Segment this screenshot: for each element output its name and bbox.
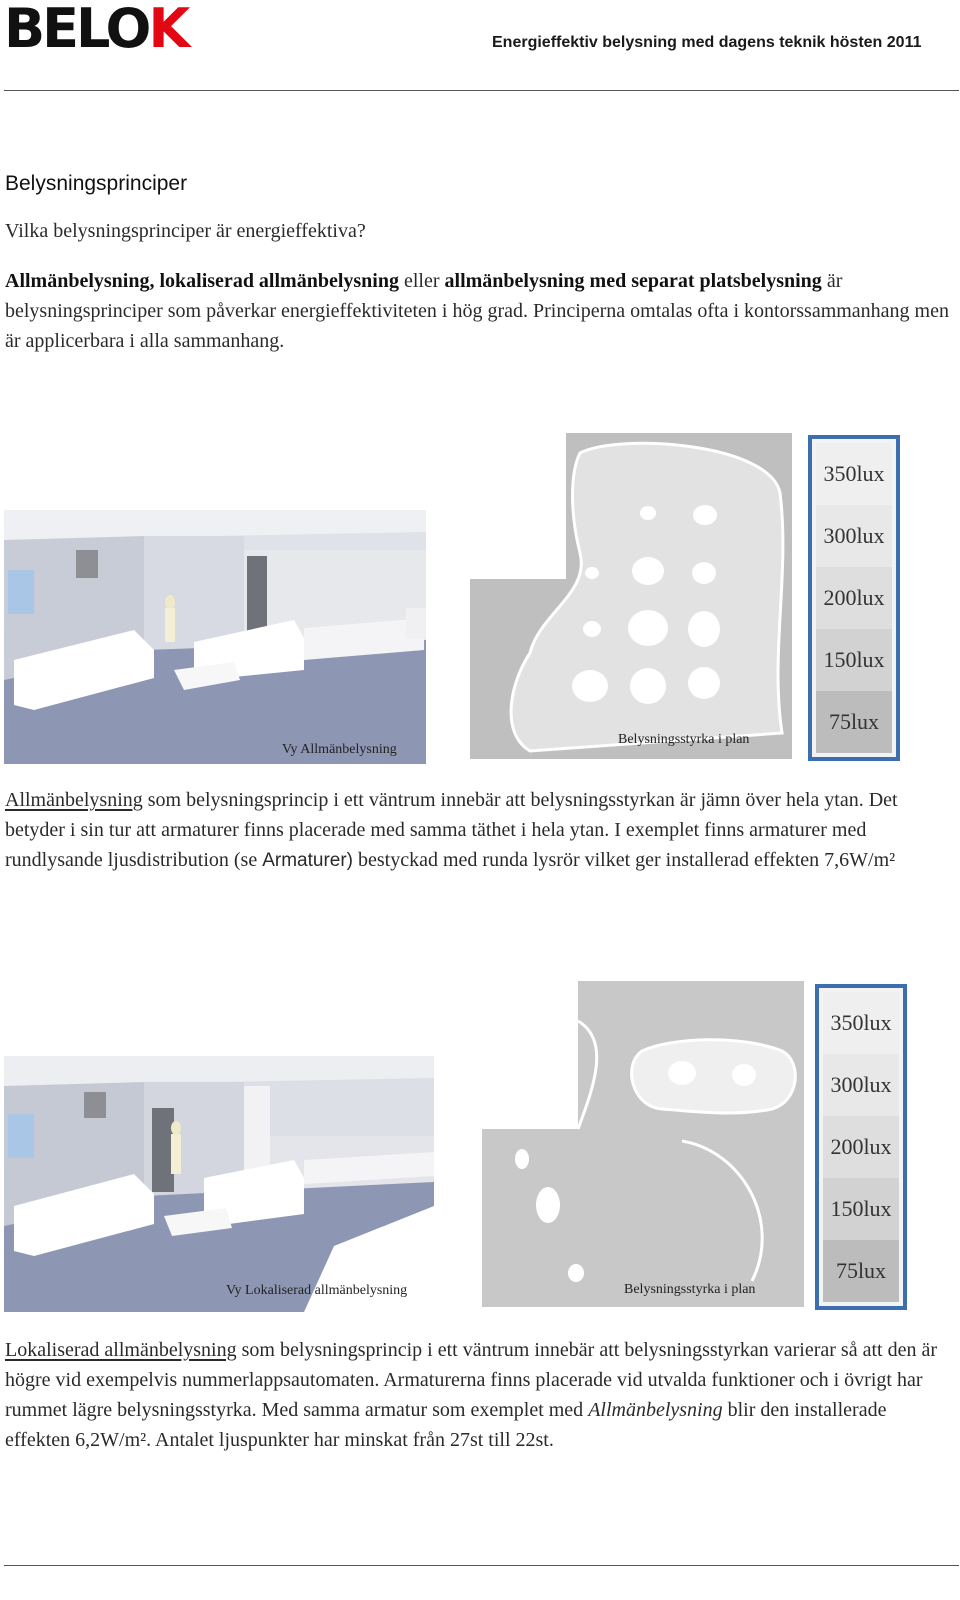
intro-bold-1: Allmänbelysning, lokaliserad allmänbelysning <box>5 270 399 292</box>
plan-caption: Belysningsstyrka i plan <box>618 732 750 747</box>
illuminance-plan-map <box>482 981 804 1307</box>
para3-text-2: blir den installerade effekten 6,2W/m². Antalet ljuspunkter har minskat från 27st till 22st. <box>5 1399 887 1451</box>
legend-level-350: 350lux <box>823 992 899 1054</box>
section-title: Belysningsprinciper <box>5 172 188 195</box>
intro-text-1: eller <box>398 270 445 292</box>
illuminance-legend <box>815 984 907 1310</box>
legend-level-150: 150lux <box>816 629 892 691</box>
illuminance-legend <box>808 435 900 761</box>
document-header-title: Energieffektiv belysning med dagens teknik hösten 2011 <box>492 34 922 51</box>
question-text: Vilka belysningsprinciper är energieffektiva? <box>5 220 366 242</box>
logo-accent: K <box>148 0 188 60</box>
legend-level-150: 150lux <box>823 1178 899 1240</box>
footer-rule <box>4 1565 959 1566</box>
legend-level-75: 75lux <box>823 1240 899 1302</box>
room-render-image <box>4 1056 434 1312</box>
lokaliserad-paragraph <box>5 1335 955 1455</box>
header-rule <box>4 90 959 91</box>
photo-caption: Vy Allmänbelysning <box>282 742 397 757</box>
legend-level-200: 200lux <box>823 1116 899 1178</box>
logo-text: BELO <box>4 0 149 60</box>
room-render-image <box>4 510 426 764</box>
figure-allmanbelysning <box>0 430 960 770</box>
intro-bold-2: allmänbelysning med separat platsbelysning <box>444 270 822 292</box>
legend-level-300: 300lux <box>823 1054 899 1116</box>
belok-logo <box>4 0 188 60</box>
figure-lokaliserad-allmanbelysning <box>0 978 960 1318</box>
intro-text-2: är belysningsprinciper som påverkar energieffektiviteten i hög grad. Principerna omtalas ofta i kontorssammanhang men är applicerbara i alla sammanhang. <box>5 270 949 352</box>
para3-text-1: som belysningsprincip i ett väntrum innebär att belysningsstyrkan varierar så att den är högre vid exempelvis nummerlappsautomaten. Armaturerna finns placerade vid utvalda funktioner och i övrigt har rummet lägre belysningsstyrka. Med samma armatur som exemplet med <box>5 1339 937 1421</box>
illuminance-plan-map <box>470 433 792 759</box>
intro-paragraph <box>5 266 955 356</box>
legend-level-75: 75lux <box>816 691 892 753</box>
term-lokaliserad-allmanbelysning: Lokaliserad allmänbelysning <box>5 1339 237 1361</box>
para2-text-1: som belysningsprincip i ett väntrum innebär att belysningsstyrkan är jämn över hela ytan. Det betyder i sin tur att armaturer finns placerade med samma täthet i hela ytan. I exemplet finns armaturer med rundlysande ljusdistribution (se <box>5 789 898 871</box>
term-allmanbelysning: Allmänbelysning <box>5 789 143 811</box>
allmanbelysning-paragraph <box>5 785 955 876</box>
armaturer-link[interactable]: Armaturer) <box>262 850 353 871</box>
legend-level-300: 300lux <box>816 505 892 567</box>
photo-caption: Vy Lokaliserad allmänbelysning <box>226 1283 408 1298</box>
term-allmanbelysning-italic: Allmänbelysning <box>588 1399 723 1421</box>
legend-level-200: 200lux <box>816 567 892 629</box>
legend-level-350: 350lux <box>816 443 892 505</box>
para2-text-2: bestyckad med runda lysrör vilket ger installerad effekten 7,6W/m² <box>353 849 896 871</box>
plan-caption: Belysningsstyrka i plan <box>624 1282 756 1297</box>
